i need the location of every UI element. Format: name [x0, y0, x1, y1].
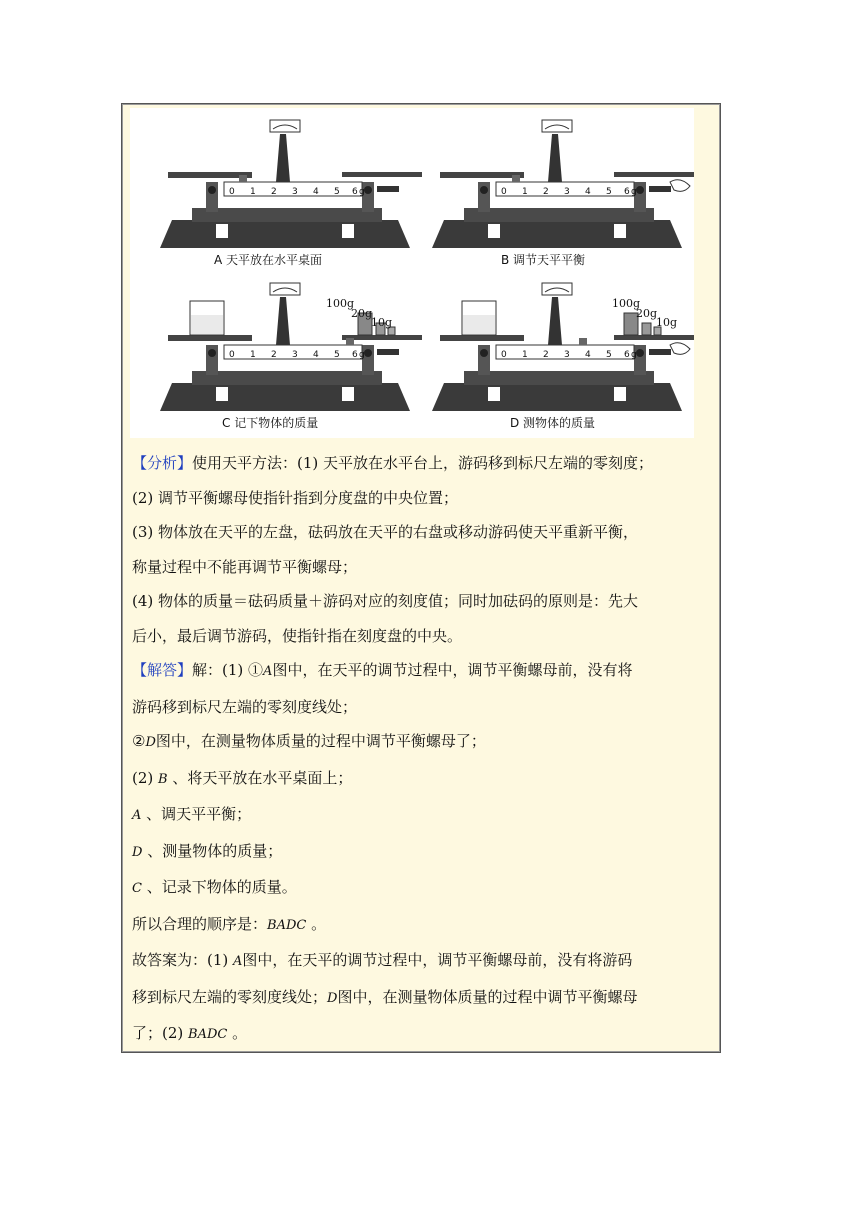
answer-tag: 【解答】 — [132, 661, 193, 679]
tick-label: 1 — [522, 350, 528, 360]
analysis-line-3: (3) 物体放在天平的左盘，砝码放在天平的右盘或移动游码使天平重新平衡， — [132, 523, 639, 541]
tick-label: 4 — [313, 187, 319, 197]
weight-label-20g-d: 20g — [636, 307, 658, 320]
tick-label: g — [359, 187, 365, 197]
weight-label-100g-c: 100g — [326, 297, 355, 310]
tick-label: 5 — [606, 350, 612, 360]
order-sequence: BADC — [267, 917, 307, 933]
answer-line-10 — [132, 980, 714, 1017]
tick-label: 3 — [292, 187, 298, 197]
answer-text: 、测量物体的质量； — [142, 841, 283, 860]
tick-label: 3 — [564, 187, 570, 197]
tick-label: 2 — [271, 187, 277, 197]
caption-a: A 天平放在水平桌面 — [214, 253, 323, 267]
answer-text: 了；(2) — [132, 1024, 189, 1042]
hand-icon — [670, 180, 690, 192]
rider-b — [512, 175, 520, 182]
answer-line-5 — [132, 797, 714, 834]
weight-label-10g-c: 10g — [371, 316, 393, 329]
tick-label: 2 — [271, 350, 277, 360]
label-a: A — [233, 954, 243, 969]
tick-label: 1 — [250, 187, 256, 197]
answer-text: 图中，在天平的调节过程中，调节平衡螺母前，没有将游码 — [242, 951, 633, 969]
balance-figure — [130, 108, 694, 438]
rider-d — [579, 338, 587, 345]
caption-b: B 调节天平平衡 — [501, 253, 586, 267]
tick-label: 5 — [334, 187, 340, 197]
caption-d: D 测物体的质量 — [510, 416, 596, 430]
answer-line-11 — [132, 1016, 714, 1053]
analysis-line-5: (4) 物体的质量＝砝码质量＋游码对应的刻度值；同时加砝码的原则是：先大 — [132, 592, 639, 610]
tick-label: 6 — [624, 350, 630, 360]
analysis-text: 使用天平方法：(1) 天平放在水平台上，游码移到标尺左端的零刻度； — [192, 454, 654, 472]
balance-diagram — [130, 108, 694, 438]
answer-text: 、调天平平衡； — [141, 805, 252, 823]
tick-label: 5 — [606, 187, 612, 197]
weight-label-20g-c: 20g — [351, 307, 373, 320]
answer-text: 解：(1) ① — [192, 661, 264, 679]
tick-label: 3 — [564, 350, 570, 360]
answer-text: 、将天平放在水平桌面上； — [167, 768, 353, 787]
tick-label: 4 — [585, 350, 591, 360]
rider-a — [239, 175, 247, 182]
rider-c — [346, 338, 354, 345]
tick-label: 2 — [543, 350, 549, 360]
analysis-line-6: 后小，最后调节游码，使指针指在刻度盘的中央。 — [132, 626, 463, 645]
answer-text: 故答案为：(1) — [132, 951, 234, 969]
tick-label: 1 — [250, 350, 256, 360]
label-a: A — [132, 808, 142, 823]
tick-label: 3 — [292, 350, 298, 360]
answer-line-7 — [132, 870, 714, 907]
panel-c-diagram — [160, 283, 422, 411]
answer-text: (2) — [132, 768, 159, 787]
tick-label: 6 — [352, 350, 358, 360]
tick-label: 2 — [543, 187, 549, 197]
label-b: B — [158, 771, 168, 787]
tick-label: g — [631, 350, 637, 360]
label-a: A — [263, 664, 273, 679]
tick-label: 4 — [585, 187, 591, 197]
answer-text: 图中，在测量物体质量的过程中调节平衡螺母了； — [155, 732, 486, 750]
analysis-line-4: 称量过程中不能再调节平衡螺母； — [132, 557, 358, 576]
tick-label: 0 — [229, 187, 235, 197]
tick-label: 1 — [522, 187, 528, 197]
answer-line-4 — [132, 761, 714, 798]
answer-line-9 — [132, 943, 714, 980]
label-d: D — [132, 844, 143, 860]
tick-label: g — [631, 187, 637, 197]
panel-d-diagram — [432, 283, 694, 411]
tick-label: 0 — [501, 350, 507, 360]
answer-text: 移到标尺左端的零刻度线处； — [132, 987, 328, 1006]
tick-label: 4 — [313, 350, 319, 360]
analysis-line-2: (2) 调节平衡螺母使指针指到分度盘的中央位置； — [132, 488, 459, 507]
panel-b-diagram — [432, 120, 694, 248]
answer-text: 。 — [227, 1024, 248, 1042]
answer-line-2: 游码移到标尺左端的零刻度线处； — [132, 697, 358, 716]
answer-text: 。 — [306, 914, 327, 933]
tick-label: 6 — [352, 187, 358, 197]
answer-text: 、记录下物体的质量。 — [141, 878, 297, 896]
tick-label: 0 — [501, 187, 507, 197]
label-d: D — [327, 990, 338, 1006]
answer-line-3 — [132, 724, 714, 761]
answer-text: 图中，在测量物体质量的过程中调节平衡螺母 — [337, 987, 638, 1006]
answer-text: 图中，在天平的调节过程中，调节平衡螺母前，没有将 — [272, 661, 633, 679]
tick-label: g — [359, 350, 365, 360]
answer-line-6 — [132, 834, 714, 871]
answer-line-1 — [132, 653, 714, 690]
order-sequence: BADC — [188, 1027, 228, 1042]
caption-c: C 记下物体的质量 — [222, 416, 319, 430]
tick-label: 5 — [334, 350, 340, 360]
answer-text: ② — [132, 732, 146, 750]
label-d: D — [145, 735, 156, 750]
answer-line-8 — [132, 907, 714, 944]
solution-card — [121, 103, 721, 1053]
analysis-tag: 【分析】 — [132, 454, 193, 472]
solution-text — [132, 446, 714, 1053]
label-c: C — [132, 881, 142, 896]
tick-label: 6 — [624, 187, 630, 197]
panel-a-diagram — [160, 120, 422, 248]
weight-label-100g-d: 100g — [612, 297, 641, 310]
answer-text: 所以合理的顺序是： — [132, 914, 268, 933]
tick-label: 0 — [229, 350, 235, 360]
weight-label-10g-d: 10g — [656, 316, 678, 329]
analysis-line-1 — [132, 446, 714, 481]
